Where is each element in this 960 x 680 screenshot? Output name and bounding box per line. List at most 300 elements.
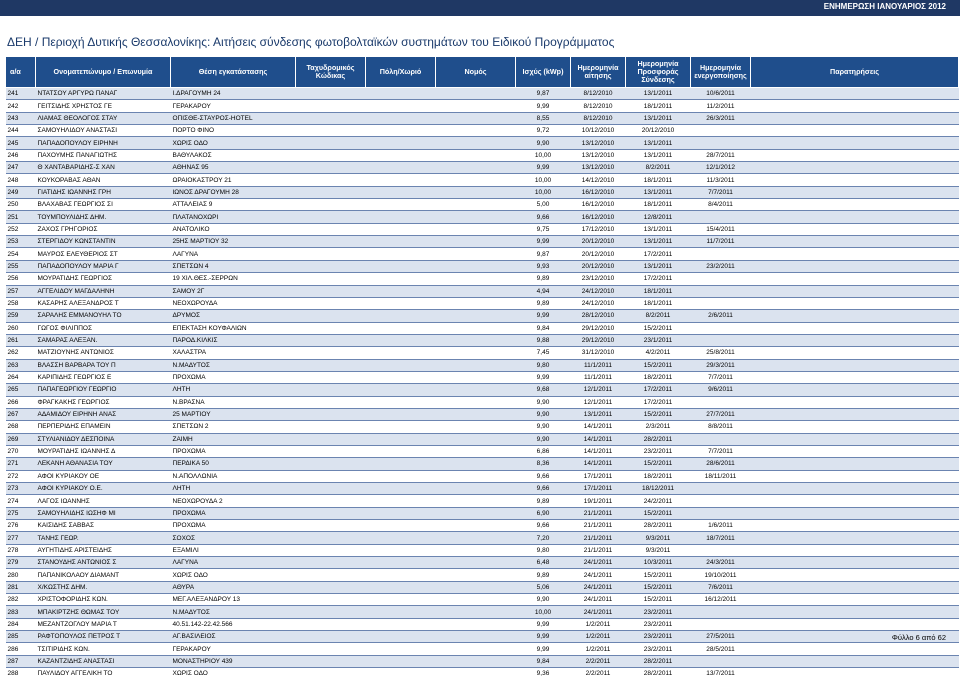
cell-name: ΑΥΓΗΤΙΔΗΣ ΑΡΙΣΤΕΙΔΗΣ: [36, 544, 171, 556]
cell-prefecture: [436, 495, 516, 507]
cell-postcode: [296, 606, 366, 618]
cell-date-application: 11/1/2011: [571, 359, 626, 371]
table-row: [6, 322, 959, 334]
cell-aa: 250: [6, 199, 36, 211]
cell-postcode: [296, 643, 366, 655]
cell-position: ΠΡΟΧΩΜΑ: [171, 507, 296, 519]
cell-postcode: [296, 174, 366, 186]
cell-position: ΕΞΑΜΙΛΙ: [171, 544, 296, 556]
table-row: [6, 310, 959, 322]
cell-date-activation: [691, 137, 751, 149]
cell-position: ΠΑΡΟΔ.ΚΙΛΚΙΣ: [171, 334, 296, 346]
cell-date-offer: 15/2/2011: [626, 322, 691, 334]
cell-postcode: [296, 199, 366, 211]
table-row: [6, 557, 959, 569]
cell-postcode: [296, 507, 366, 519]
cell-city: [366, 445, 436, 457]
table-row: [6, 285, 959, 297]
cell-position: ΑΘΥΡΑ: [171, 581, 296, 593]
cell-city: [366, 569, 436, 581]
cell-capacity: 7,45: [516, 347, 571, 359]
cell-prefecture: [436, 631, 516, 643]
cell-postcode: [296, 655, 366, 667]
table-row: [6, 458, 959, 470]
cell-date-application: 12/1/2011: [571, 384, 626, 396]
cell-name: ΜΑΥΡΟΣ ΕΛΕΥΘΕΡΙΟΣ ΣΤ: [36, 248, 171, 260]
cell-name: ΠΑΠΑΔΟΠΟΥΛΟΥ ΜΑΡΙΑ Γ: [36, 260, 171, 272]
cell-date-activation: [691, 248, 751, 260]
col-name: Ονοματεπώνυμο / Επωνυμία: [36, 57, 171, 88]
cell-position: ΠΡΟΧΩΜΑ: [171, 520, 296, 532]
table-row: [6, 149, 959, 161]
cell-remarks: [751, 507, 959, 519]
cell-capacity: 9,90: [516, 137, 571, 149]
cell-position: 40.51.142-22.42.566: [171, 618, 296, 630]
cell-name: ΜΑΤΖΙΟΥΝΗΣ ΑΝΤΩΝΙΟΣ: [36, 347, 171, 359]
cell-position: ΛΑΓΥΝΑ: [171, 248, 296, 260]
cell-capacity: 9,68: [516, 384, 571, 396]
cell-date-activation: 7/6/2011: [691, 581, 751, 593]
cell-position: ΣΟΧΟΣ: [171, 532, 296, 544]
cell-prefecture: [436, 408, 516, 420]
cell-prefecture: [436, 618, 516, 630]
cell-capacity: 10,00: [516, 186, 571, 198]
cell-remarks: [751, 125, 959, 137]
cell-postcode: [296, 495, 366, 507]
cell-postcode: [296, 100, 366, 112]
cell-aa: 257: [6, 285, 36, 297]
cell-date-application: 16/12/2010: [571, 199, 626, 211]
cell-position: ΩΡΑΙΟΚΑΣΤΡΟΥ 21: [171, 174, 296, 186]
cell-date-application: 21/1/2011: [571, 520, 626, 532]
cell-remarks: [751, 260, 959, 272]
table-row: [6, 495, 959, 507]
cell-remarks: [751, 384, 959, 396]
cell-date-application: 21/1/2011: [571, 507, 626, 519]
cell-capacity: 9,90: [516, 396, 571, 408]
cell-remarks: [751, 421, 959, 433]
cell-city: [366, 396, 436, 408]
cell-position: Ν.ΜΑΔΥΤΟΣ: [171, 606, 296, 618]
table-row: [6, 445, 959, 457]
cell-date-activation: [691, 211, 751, 223]
cell-city: [366, 310, 436, 322]
cell-position: ΠΡΟΧΩΜΑ: [171, 371, 296, 383]
table-row: [6, 162, 959, 174]
cell-date-application: 1/2/2011: [571, 643, 626, 655]
cell-date-application: 1/2/2011: [571, 618, 626, 630]
table-header-row: [6, 57, 959, 88]
cell-city: [366, 618, 436, 630]
cell-date-offer: 18/12/2011: [626, 483, 691, 495]
cell-postcode: [296, 532, 366, 544]
cell-city: [366, 359, 436, 371]
cell-capacity: 9,99: [516, 371, 571, 383]
cell-aa: 282: [6, 594, 36, 606]
cell-date-offer: 18/2/2011: [626, 470, 691, 482]
cell-remarks: [751, 334, 959, 346]
cell-date-application: 2/2/2011: [571, 655, 626, 667]
cell-position: ΓΕΡΑΚΑΡΟΥ: [171, 100, 296, 112]
cell-postcode: [296, 618, 366, 630]
cell-date-application: 17/1/2011: [571, 470, 626, 482]
cell-date-activation: 2/6/2011: [691, 310, 751, 322]
table-row: [6, 668, 959, 680]
cell-name: ΚΑΣΑΡΗΣ ΑΛΕΞΑΝΔΡΟΣ Τ: [36, 297, 171, 309]
cell-city: [366, 532, 436, 544]
cell-date-application: 13/12/2010: [571, 137, 626, 149]
cell-aa: 288: [6, 668, 36, 680]
cell-city: [366, 322, 436, 334]
cell-capacity: 9,90: [516, 594, 571, 606]
cell-aa: 286: [6, 643, 36, 655]
cell-date-offer: 18/1/2011: [626, 174, 691, 186]
cell-postcode: [296, 470, 366, 482]
cell-aa: 269: [6, 433, 36, 445]
cell-remarks: [751, 186, 959, 198]
cell-position: ΠΡΟΧΩΜΑ: [171, 445, 296, 457]
cell-remarks: [751, 520, 959, 532]
cell-name: ΒΛΑΣΣΗ ΒΑΡΒΑΡΑ ΤΟΥ Π: [36, 359, 171, 371]
cell-remarks: [751, 433, 959, 445]
cell-prefecture: [436, 100, 516, 112]
cell-prefecture: [436, 334, 516, 346]
cell-postcode: [296, 186, 366, 198]
cell-remarks: [751, 162, 959, 174]
cell-prefecture: [436, 236, 516, 248]
page-title: ΔΕΗ / Περιοχή Δυτικής Θεσσαλονίκης: Αιτήσεις σύνδεσης φωτοβολταϊκών συστημάτων του Ειδικού Προγράμματος: [7, 35, 615, 49]
cell-postcode: [296, 112, 366, 124]
table-row: [6, 618, 959, 630]
cell-city: [366, 371, 436, 383]
cell-date-application: 24/1/2011: [571, 569, 626, 581]
cell-remarks: [751, 236, 959, 248]
cell-remarks: [751, 149, 959, 161]
cell-date-offer: 20/12/2010: [626, 125, 691, 137]
cell-date-application: 17/12/2010: [571, 223, 626, 235]
cell-position: ΑΝΑΤΟΛΙΚΟ: [171, 223, 296, 235]
table-row: [6, 334, 959, 346]
cell-aa: 260: [6, 322, 36, 334]
cell-date-application: 24/1/2011: [571, 581, 626, 593]
cell-date-activation: 7/7/2011: [691, 445, 751, 457]
cell-position: ΛΑΓΥΝΑ: [171, 557, 296, 569]
cell-city: [366, 211, 436, 223]
cell-name: Χ/ΚΩΣΤΗΣ ΔΗΜ.: [36, 581, 171, 593]
cell-aa: 256: [6, 273, 36, 285]
cell-capacity: 9,88: [516, 334, 571, 346]
cell-remarks: [751, 470, 959, 482]
cell-date-offer: 23/2/2011: [626, 445, 691, 457]
cell-prefecture: [436, 668, 516, 680]
cell-aa: 244: [6, 125, 36, 137]
cell-capacity: 9,90: [516, 408, 571, 420]
cell-date-application: 28/12/2010: [571, 310, 626, 322]
cell-aa: 241: [6, 88, 36, 100]
cell-postcode: [296, 260, 366, 272]
cell-position: ΑΘΗΝΑΣ 95: [171, 162, 296, 174]
cell-date-application: 14/1/2011: [571, 433, 626, 445]
cell-prefecture: [436, 544, 516, 556]
cell-postcode: [296, 334, 366, 346]
cell-date-application: 14/1/2011: [571, 421, 626, 433]
cell-name: ΠΑΠΑΔΟΠΟΥΛΟΥ ΕΙΡΗΝΗ: [36, 137, 171, 149]
cell-aa: 279: [6, 557, 36, 569]
cell-date-application: 29/12/2010: [571, 334, 626, 346]
cell-name: ΤΣΙΤΙΡΙΔΗΣ ΚΩΝ.: [36, 643, 171, 655]
cell-remarks: [751, 544, 959, 556]
cell-capacity: 9,75: [516, 223, 571, 235]
cell-capacity: 9,87: [516, 88, 571, 100]
cell-city: [366, 125, 436, 137]
cell-prefecture: [436, 112, 516, 124]
table-row: [6, 544, 959, 556]
cell-aa: 267: [6, 408, 36, 420]
cell-date-application: 23/12/2010: [571, 273, 626, 285]
cell-aa: 266: [6, 396, 36, 408]
cell-aa: 261: [6, 334, 36, 346]
cell-name: ΓΩΓΟΣ ΦΙΛΙΠΠΟΣ: [36, 322, 171, 334]
cell-position: ΓΕΡΑΚΑΡΟΥ: [171, 643, 296, 655]
cell-name: ΛΑΓΟΣ ΙΩΑΝΝΗΣ: [36, 495, 171, 507]
cell-position: ΝΕΟΧΩΡΟΥΔΑ: [171, 297, 296, 309]
cell-date-application: 21/1/2011: [571, 544, 626, 556]
cell-date-offer: 28/2/2011: [626, 520, 691, 532]
col-remarks: Παρατηρήσεις: [751, 57, 959, 88]
cell-position: Ι.ΔΡΑΓΟΥΜΗ 24: [171, 88, 296, 100]
cell-prefecture: [436, 458, 516, 470]
cell-date-application: 16/12/2010: [571, 186, 626, 198]
cell-date-offer: 18/1/2011: [626, 297, 691, 309]
cell-date-activation: [691, 495, 751, 507]
col-aa: α/α: [6, 57, 36, 88]
cell-date-offer: 23/2/2011: [626, 631, 691, 643]
cell-date-application: 1/2/2011: [571, 631, 626, 643]
cell-date-offer: 18/2/2011: [626, 371, 691, 383]
cell-position: Ν.ΑΠΟΛΛΩΝΙΑ: [171, 470, 296, 482]
cell-position: 25ΗΣ ΜΑΡΤΙΟΥ 32: [171, 236, 296, 248]
col-date-activation: Ημερομηνία ενεργοποίησης: [691, 57, 751, 88]
cell-remarks: [751, 396, 959, 408]
cell-name: ΑΦΟΙ ΚΥΡΙΑΚΟΥ Ο.Ε.: [36, 483, 171, 495]
applications-table: [5, 56, 959, 680]
cell-remarks: [751, 569, 959, 581]
cell-remarks: [751, 285, 959, 297]
cell-prefecture: [436, 655, 516, 667]
cell-position: ΛΗΤΗ: [171, 384, 296, 396]
cell-name: ΒΛΑΧΑΒΑΣ ΓΕΩΡΓΙΟΣ ΣΙ: [36, 199, 171, 211]
cell-remarks: [751, 643, 959, 655]
cell-capacity: 4,94: [516, 285, 571, 297]
cell-name: ΚΑΙΣΙΔΗΣ ΣΑΒΒΑΣ: [36, 520, 171, 532]
cell-remarks: [751, 310, 959, 322]
cell-position: ΙΩΝΟΣ ΔΡΑΓΟΥΜΗ 28: [171, 186, 296, 198]
cell-city: [366, 631, 436, 643]
cell-date-offer: 18/1/2011: [626, 100, 691, 112]
cell-name: ΚΑΡΙΠΙΔΗΣ ΓΕΩΡΓΙΟΣ Ε: [36, 371, 171, 383]
cell-date-activation: 16/12/2011: [691, 594, 751, 606]
cell-city: [366, 112, 436, 124]
cell-capacity: 10,00: [516, 174, 571, 186]
cell-date-offer: 24/2/2011: [626, 495, 691, 507]
cell-date-activation: 27/5/2011: [691, 631, 751, 643]
cell-position: 19 ΧΙΛ.ΘΕΣ.-ΣΕΡΡΩΝ: [171, 273, 296, 285]
col-date-offer: Ημερομηνία Προσφοράς Σύνδεσης: [626, 57, 691, 88]
cell-date-application: 20/12/2010: [571, 236, 626, 248]
cell-position: ΧΩΡΙΣ ΟΔΟ: [171, 668, 296, 680]
cell-position: ΕΠΕΚΤΑΣΗ ΚΟΥΦΑΛΙΩΝ: [171, 322, 296, 334]
cell-date-offer: 17/2/2011: [626, 384, 691, 396]
cell-date-activation: [691, 606, 751, 618]
table-row: [6, 112, 959, 124]
table-row: [6, 273, 959, 285]
cell-date-activation: [691, 297, 751, 309]
cell-date-application: 21/1/2011: [571, 532, 626, 544]
table-row: [6, 421, 959, 433]
cell-date-offer: 28/2/2011: [626, 655, 691, 667]
cell-aa: 268: [6, 421, 36, 433]
cell-prefecture: [436, 162, 516, 174]
cell-city: [366, 334, 436, 346]
cell-prefecture: [436, 186, 516, 198]
cell-prefecture: [436, 347, 516, 359]
cell-capacity: 9,80: [516, 544, 571, 556]
cell-date-application: 8/12/2010: [571, 112, 626, 124]
cell-date-offer: 15/2/2011: [626, 507, 691, 519]
cell-prefecture: [436, 594, 516, 606]
cell-date-activation: [691, 273, 751, 285]
cell-city: [366, 470, 436, 482]
cell-aa: 265: [6, 384, 36, 396]
cell-remarks: [751, 322, 959, 334]
table-row: [6, 631, 959, 643]
cell-name: ΠΑΠΑΓΕΩΡΓΙΟΥ ΓΕΩΡΓΙΟ: [36, 384, 171, 396]
cell-city: [366, 606, 436, 618]
update-banner: [0, 0, 960, 16]
cell-city: [366, 557, 436, 569]
cell-position: ΖΑΙΜΗ: [171, 433, 296, 445]
cell-postcode: [296, 408, 366, 420]
cell-name: ΣΑΜΟΥΗΛΙΔΗΣ ΙΩΣΗΦ ΜΙ: [36, 507, 171, 519]
cell-remarks: [751, 100, 959, 112]
cell-name: ΣΑΡΑΛΗΣ ΕΜΜΑΝΟΥΗΛ ΤΟ: [36, 310, 171, 322]
table-row: [6, 594, 959, 606]
col-city: Πόλη/Χωριό: [366, 57, 436, 88]
cell-name: ΑΦΟΙ ΚΥΡΙΑΚΟΥ ΟΕ: [36, 470, 171, 482]
cell-aa: 272: [6, 470, 36, 482]
table-row: [6, 581, 959, 593]
cell-date-activation: 7/7/2011: [691, 371, 751, 383]
table-row: [6, 347, 959, 359]
cell-date-offer: 12/8/2011: [626, 211, 691, 223]
cell-capacity: 9,99: [516, 236, 571, 248]
cell-postcode: [296, 520, 366, 532]
cell-date-application: 31/12/2010: [571, 347, 626, 359]
cell-capacity: 6,86: [516, 445, 571, 457]
cell-prefecture: [436, 149, 516, 161]
table-row: [6, 137, 959, 149]
cell-capacity: 9,90: [516, 421, 571, 433]
cell-date-activation: 24/3/2011: [691, 557, 751, 569]
cell-aa: 247: [6, 162, 36, 174]
cell-date-offer: 18/1/2011: [626, 199, 691, 211]
table-row: [6, 199, 959, 211]
cell-date-application: 13/12/2010: [571, 162, 626, 174]
cell-date-offer: 8/2/2011: [626, 310, 691, 322]
cell-name: ΚΑΖΑΝΤΖΙΔΗΣ ΑΝΑΣΤΑΣΙ: [36, 655, 171, 667]
cell-city: [366, 655, 436, 667]
cell-date-activation: 28/7/2011: [691, 149, 751, 161]
cell-capacity: 7,20: [516, 532, 571, 544]
cell-name: ΜΕΖΑΝΤΖΟΓΛΟΥ ΜΑΡΙΑ Τ: [36, 618, 171, 630]
cell-date-activation: 11/2/2011: [691, 100, 751, 112]
cell-prefecture: [436, 569, 516, 581]
cell-prefecture: [436, 273, 516, 285]
cell-name: ΜΟΥΡΑΤΙΔΗΣ ΙΩΑΝΝΗΣ Δ: [36, 445, 171, 457]
cell-postcode: [296, 445, 366, 457]
cell-date-activation: 28/6/2011: [691, 458, 751, 470]
cell-aa: 283: [6, 606, 36, 618]
cell-position: ΑΓ.ΒΑΣΙΛΕΙΟΣ: [171, 631, 296, 643]
cell-date-application: 8/12/2010: [571, 100, 626, 112]
cell-date-offer: 10/3/2011: [626, 557, 691, 569]
cell-date-offer: 9/3/2011: [626, 544, 691, 556]
cell-date-application: 2/2/2011: [571, 668, 626, 680]
cell-postcode: [296, 544, 366, 556]
table-row: [6, 100, 959, 112]
table-row: [6, 384, 959, 396]
cell-date-offer: 13/1/2011: [626, 260, 691, 272]
cell-name: ΚΟΥΚΟΡΑΒΑΣ ΑΘΑΝ: [36, 174, 171, 186]
cell-city: [366, 137, 436, 149]
cell-name: ΛΙΑΜΑΣ ΘΕΟΛΟΓΟΣ ΣΤΑΥ: [36, 112, 171, 124]
cell-date-activation: 27/7/2011: [691, 408, 751, 420]
cell-position: ΠΟΡΤΟ ΦΙΝΟ: [171, 125, 296, 137]
cell-postcode: [296, 569, 366, 581]
cell-date-activation: 9/6/2011: [691, 384, 751, 396]
cell-remarks: [751, 557, 959, 569]
cell-remarks: [751, 297, 959, 309]
cell-postcode: [296, 347, 366, 359]
cell-postcode: [296, 125, 366, 137]
cell-date-activation: 11/7/2011: [691, 236, 751, 248]
cell-city: [366, 223, 436, 235]
cell-date-application: 13/12/2010: [571, 149, 626, 161]
cell-date-activation: 10/6/2011: [691, 88, 751, 100]
cell-name: ΣΑΜΑΡΑΣ ΑΛΕΞΑΝ.: [36, 334, 171, 346]
cell-aa: 246: [6, 149, 36, 161]
cell-date-activation: [691, 396, 751, 408]
cell-remarks: [751, 594, 959, 606]
cell-date-application: 24/12/2010: [571, 285, 626, 297]
cell-prefecture: [436, 643, 516, 655]
cell-name: ΤΑΝΗΣ ΓΕΩΡ.: [36, 532, 171, 544]
table-row: [6, 223, 959, 235]
cell-aa: 258: [6, 297, 36, 309]
cell-prefecture: [436, 211, 516, 223]
cell-date-offer: 13/1/2011: [626, 223, 691, 235]
cell-date-offer: 23/2/2011: [626, 618, 691, 630]
cell-postcode: [296, 285, 366, 297]
cell-name: ΜΟΥΡΑΤΙΔΗΣ ΓΕΩΡΓΙΟΣ: [36, 273, 171, 285]
cell-remarks: [751, 668, 959, 680]
cell-aa: 259: [6, 310, 36, 322]
table-row: [6, 408, 959, 420]
cell-remarks: [751, 618, 959, 630]
cell-date-activation: 19/10/2011: [691, 569, 751, 581]
cell-prefecture: [436, 260, 516, 272]
cell-date-offer: 15/2/2011: [626, 594, 691, 606]
